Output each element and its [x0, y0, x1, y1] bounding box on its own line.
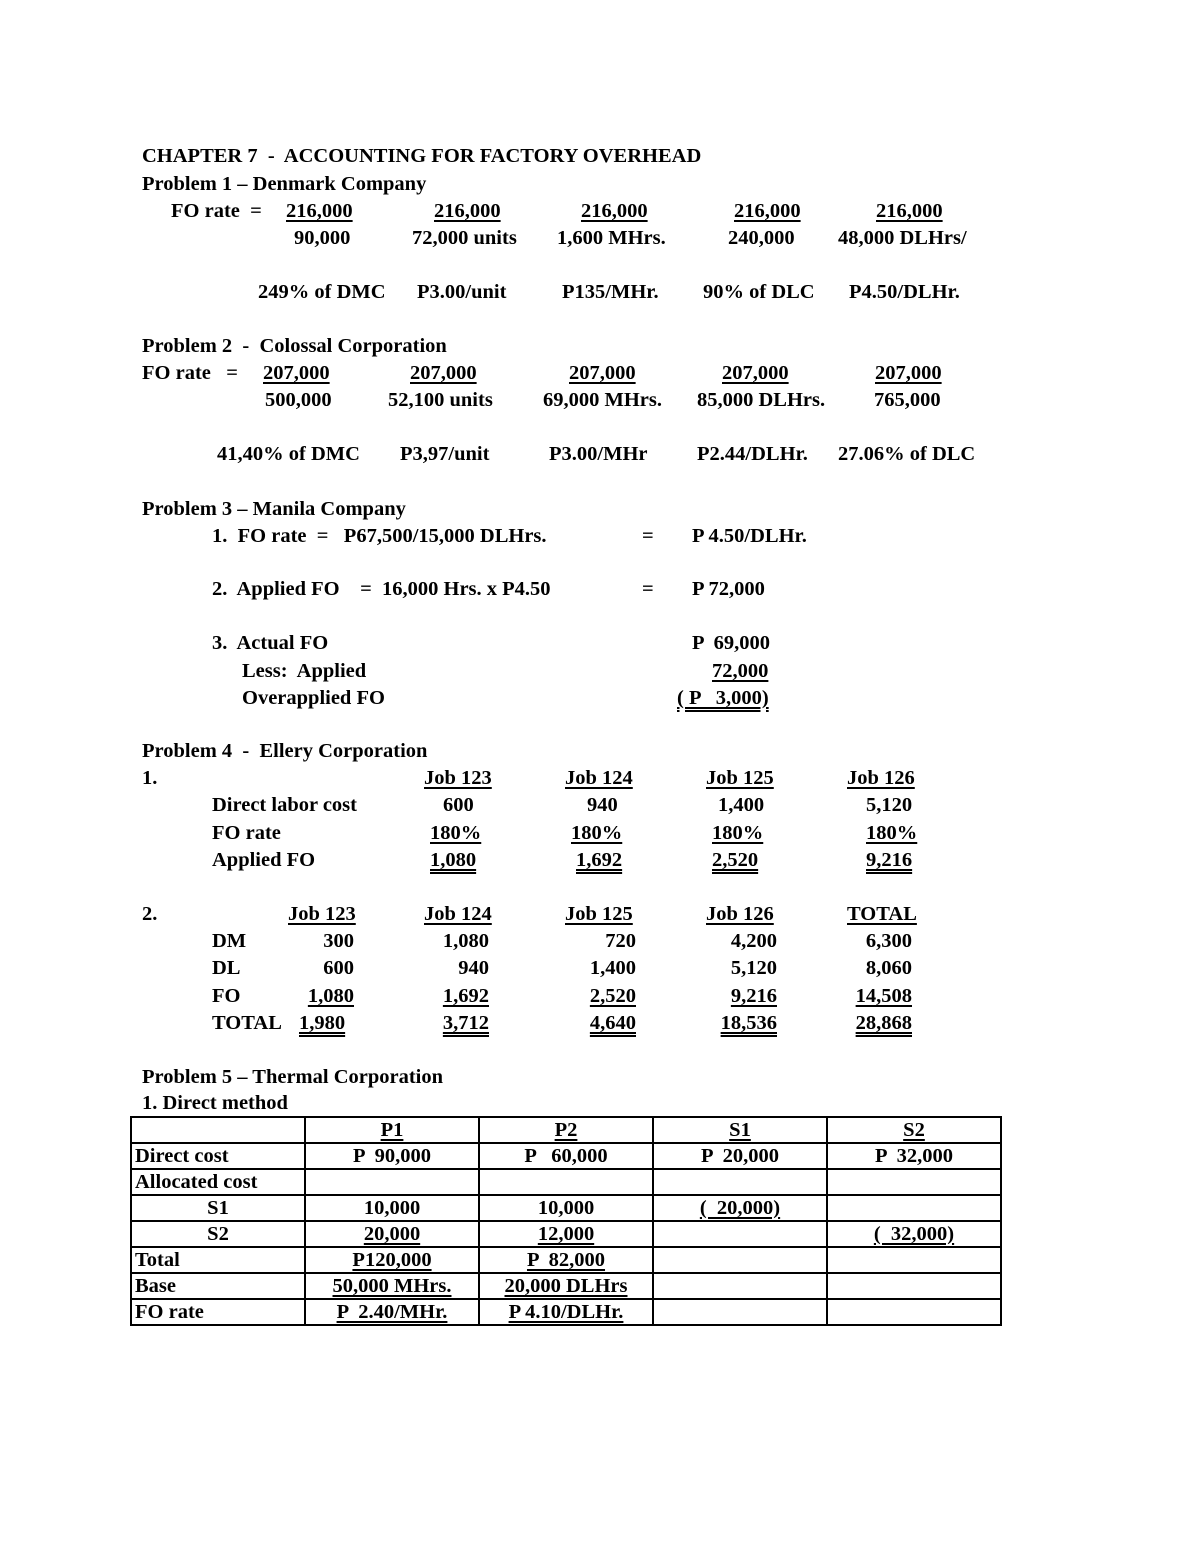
p1-denominator: 240,000	[728, 227, 795, 249]
p4-job-header: Job 125	[706, 767, 774, 789]
table-cell-value: P120,000	[352, 1248, 432, 1271]
p4-cell: 5,120	[866, 794, 913, 816]
row-label: Base	[131, 1273, 305, 1299]
p4-cell: 5,120	[730, 957, 777, 979]
column-header-s2: S2	[903, 1118, 925, 1141]
p3-applied-fo-formula: 2. Applied FO = 16,000 Hrs. x P4.50	[212, 578, 551, 600]
table-cell: P 20,000	[653, 1143, 827, 1169]
table-header-cell	[479, 1117, 653, 1143]
p4-cell: 300	[323, 930, 354, 952]
p1-numerator: 216,000	[286, 200, 353, 222]
table-cell	[827, 1221, 1001, 1247]
p3-actual-fo-label: 3. Actual FO	[212, 632, 329, 654]
table-header-row	[131, 1117, 1001, 1143]
p4-part-1-number: 1.	[142, 767, 158, 789]
p2-result: P3.00/MHr	[549, 443, 648, 465]
p1-denominator: 48,000 DLHrs/	[838, 227, 967, 249]
p1-numerator: 216,000	[734, 200, 801, 222]
table-cell	[653, 1273, 827, 1299]
p4-job-header: Job 126	[706, 903, 774, 925]
page-title: CHAPTER 7 - ACCOUNTING FOR FACTORY OVERHEAD	[142, 145, 702, 167]
p2-numerator: 207,000	[569, 362, 636, 384]
p1-numerator: 216,000	[434, 200, 501, 222]
p1-result: P135/MHr.	[562, 281, 659, 303]
p3-equals: =	[642, 525, 654, 547]
table-cell	[827, 1247, 1001, 1273]
p3-less-applied-value: 72,000	[712, 660, 769, 682]
table-row	[131, 1221, 1001, 1247]
row-label: S1	[131, 1195, 305, 1221]
problem-3-heading: Problem 3 – Manila Company	[142, 498, 406, 520]
table-cell-value: ( 20,000)	[699, 1196, 781, 1219]
p3-applied-fo-value: P 72,000	[692, 578, 765, 600]
p3-fo-rate-value: P 4.50/DLHr.	[692, 525, 807, 547]
table-cell	[305, 1221, 479, 1247]
p4-cell: 4,200	[730, 930, 777, 952]
table-cell: P 32,000	[827, 1143, 1001, 1169]
p1-denominator: 1,600 MHrs.	[557, 227, 666, 249]
problem-4-heading: Problem 4 - Ellery Corporation	[142, 740, 428, 762]
p1-result: P4.50/DLHr.	[849, 281, 960, 303]
table-cell-value: P 2.40/MHr.	[336, 1300, 448, 1323]
table-header-cell	[827, 1117, 1001, 1143]
table-row	[131, 1299, 1001, 1325]
table-cell	[653, 1195, 827, 1221]
p4-total-header: TOTAL	[847, 903, 917, 925]
table-cell	[827, 1195, 1001, 1221]
table-cell: 10,000	[479, 1195, 653, 1221]
p1-result: 90% of DLC	[703, 281, 815, 303]
p4-part-2-number: 2.	[142, 903, 158, 925]
p4-cell: 1,400	[589, 957, 636, 979]
p1-denominator: 90,000	[294, 227, 351, 249]
table-row	[131, 1247, 1001, 1273]
p4-job-header: Job 123	[424, 767, 492, 789]
p4-cell: 1,080	[307, 985, 354, 1007]
p4-cell: 1,692	[576, 849, 623, 871]
p4-cell: 1,080	[430, 849, 477, 871]
table-cell-value: 50,000 MHrs.	[332, 1274, 452, 1297]
p5-method-label: 1. Direct method	[142, 1092, 288, 1114]
table-header-cell	[305, 1117, 479, 1143]
p1-numerator: 216,000	[581, 200, 648, 222]
column-header-p2: P2	[554, 1118, 578, 1141]
table-cell-value: P 4.10/DLHr.	[508, 1300, 624, 1323]
p4-cell: 18,536	[720, 1012, 777, 1034]
p4-job-header: Job 125	[565, 903, 633, 925]
p4-row-label: FO	[212, 985, 241, 1007]
table-cell-value: 20,000	[363, 1222, 421, 1245]
table-row	[131, 1143, 1001, 1169]
problem-1-heading: Problem 1 – Denmark Company	[142, 173, 427, 195]
table-cell	[827, 1169, 1001, 1195]
p2-numerator: 207,000	[410, 362, 477, 384]
p4-cell: 2,520	[712, 849, 759, 871]
p4-cell: 14,508	[855, 985, 912, 1007]
p4-cell: 180%	[571, 822, 623, 844]
p4-cell: 8,060	[865, 957, 912, 979]
row-label: Allocated cost	[131, 1169, 305, 1195]
p4-job-header: Job 124	[424, 903, 492, 925]
p4-cell: 3,712	[442, 1012, 489, 1034]
p4-cell: 180%	[866, 822, 918, 844]
p1-fo-rate-label: FO rate =	[171, 200, 262, 222]
table-cell	[479, 1221, 653, 1247]
p4-cell: 940	[458, 957, 489, 979]
table-row	[131, 1195, 1001, 1221]
p4-cell: 600	[443, 794, 474, 816]
table-row	[131, 1273, 1001, 1299]
p2-numerator: 207,000	[722, 362, 789, 384]
table-cell	[305, 1299, 479, 1325]
table-cell	[653, 1299, 827, 1325]
p4-cell: 1,980	[299, 1012, 346, 1034]
p4-cell: 940	[587, 794, 618, 816]
p4-cell: 6,300	[865, 930, 912, 952]
table-cell	[305, 1247, 479, 1273]
p4-cell: 2,520	[589, 985, 636, 1007]
table-row	[131, 1169, 1001, 1195]
p2-result: P3,97/unit	[400, 443, 490, 465]
problem-2-heading: Problem 2 - Colossal Corporation	[142, 335, 447, 357]
p4-cell: 1,080	[442, 930, 489, 952]
table-cell	[827, 1299, 1001, 1325]
p3-fo-rate-formula: 1. FO rate = P67,500/15,000 DLHrs.	[212, 525, 547, 547]
table-cell	[653, 1221, 827, 1247]
p2-result: 41,40% of DMC	[217, 443, 360, 465]
p2-result: P2.44/DLHr.	[697, 443, 808, 465]
p2-numerator: 207,000	[875, 362, 942, 384]
row-label: Direct cost	[131, 1143, 305, 1169]
row-label: S2	[131, 1221, 305, 1247]
p1-denominator: 72,000 units	[412, 227, 517, 249]
p4-cell: 28,868	[855, 1012, 912, 1034]
p4-cell: 9,216	[730, 985, 777, 1007]
p4-cell: 720	[605, 930, 636, 952]
p4-row-label: TOTAL	[212, 1012, 282, 1034]
table-cell	[479, 1273, 653, 1299]
p2-result: 27.06% of DLC	[838, 443, 976, 465]
table-cell	[305, 1169, 479, 1195]
p4-job-header: Job 123	[288, 903, 356, 925]
p2-denominator: 85,000 DLHrs.	[697, 389, 826, 411]
table-cell-value: 12,000	[537, 1222, 595, 1245]
column-header-p1: P1	[380, 1118, 404, 1141]
p1-numerator: 216,000	[876, 200, 943, 222]
table-cell	[479, 1247, 653, 1273]
table-cell: P 90,000	[305, 1143, 479, 1169]
table-cell	[653, 1247, 827, 1273]
p2-numerator: 207,000	[263, 362, 330, 384]
p1-result: 249% of DMC	[258, 281, 386, 303]
p4-job-header: Job 126	[847, 767, 915, 789]
p4-job-header: Job 124	[565, 767, 633, 789]
p4-cell: 180%	[430, 822, 482, 844]
p4-cell: 1,692	[442, 985, 489, 1007]
p2-denominator: 52,100 units	[388, 389, 493, 411]
problem-5-heading: Problem 5 – Thermal Corporation	[142, 1066, 444, 1088]
p4-cell: 1,400	[718, 794, 765, 816]
p2-denominator: 69,000 MHrs.	[543, 389, 662, 411]
p4-row-label: FO rate	[212, 822, 281, 844]
row-label: FO rate	[131, 1299, 305, 1325]
p4-row-label: DL	[212, 957, 241, 979]
p2-denominator: 500,000	[265, 389, 332, 411]
row-label: Total	[131, 1247, 305, 1273]
table-cell	[305, 1273, 479, 1299]
p4-row-label: DM	[212, 930, 247, 952]
p3-overapplied-label: Overapplied FO	[242, 687, 385, 709]
p4-cell: 9,216	[866, 849, 913, 871]
p4-cell: 4,640	[589, 1012, 636, 1034]
p4-cell: 600	[323, 957, 354, 979]
table-cell	[827, 1273, 1001, 1299]
p3-less-applied-label: Less: Applied	[242, 660, 367, 682]
direct-method-allocation-table	[130, 1116, 1002, 1326]
p4-cell: 180%	[712, 822, 764, 844]
table-header-cell	[653, 1117, 827, 1143]
p3-actual-fo-value: P 69,000	[692, 632, 771, 654]
p1-result: P3.00/unit	[417, 281, 507, 303]
p4-row-label: Direct labor cost	[212, 794, 357, 816]
table-header-cell	[131, 1117, 305, 1143]
table-cell-value: 20,000 DLHrs	[504, 1274, 628, 1297]
table-cell-value: ( 32,000)	[873, 1222, 955, 1245]
p2-denominator: 765,000	[874, 389, 941, 411]
table-cell: P 60,000	[479, 1143, 653, 1169]
p2-fo-rate-label: FO rate =	[142, 362, 238, 384]
table-cell: 10,000	[305, 1195, 479, 1221]
table-cell-value: P 82,000	[526, 1248, 606, 1271]
p4-row-label: Applied FO	[212, 849, 316, 871]
p3-overapplied-value: ( P 3,000)	[677, 687, 769, 709]
p3-equals: =	[642, 578, 654, 600]
table-cell	[479, 1299, 653, 1325]
column-header-s1: S1	[729, 1118, 751, 1141]
table-cell	[479, 1169, 653, 1195]
table-cell	[653, 1169, 827, 1195]
